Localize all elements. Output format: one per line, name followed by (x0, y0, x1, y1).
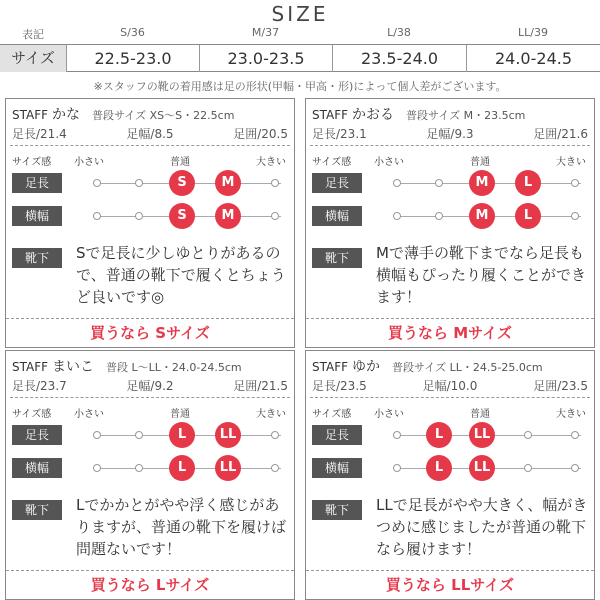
scale-dot (571, 179, 579, 187)
scale-dot (271, 431, 279, 439)
foot-measurement: 足幅/8.5 (126, 127, 174, 141)
staff-comment: Lでかかとがやや浮く感じがありますが、普通の靴下を履けば問題ないです！ (76, 496, 287, 558)
scale-large-label: 大きい (556, 409, 586, 420)
staff-panel (305, 98, 595, 348)
size-mark: L (426, 422, 452, 448)
staff-label: STAFF (12, 360, 49, 374)
usual-size: 普段 L〜LL・24.0-24.5cm (106, 361, 242, 374)
scale-dot (571, 212, 579, 220)
scale-dot (571, 431, 579, 439)
foot-measurement: 足囲/21.5 (233, 379, 288, 393)
size-range-l: 23.5-24.0 (332, 45, 466, 72)
foot-measurement: 足幅/10.0 (422, 379, 478, 393)
size-mark: L (169, 455, 195, 481)
size-mark: S (169, 170, 195, 196)
scale-section-label: サイズ感 (312, 157, 352, 168)
divider (310, 397, 590, 398)
row-label-width: 横幅 (12, 458, 62, 478)
scale-dot (271, 212, 279, 220)
foot-measurement: 足幅/9.3 (426, 127, 474, 141)
size-mark: LL (469, 422, 495, 448)
size-mark: L (426, 455, 452, 481)
row-label-width: 横幅 (312, 206, 362, 226)
scale-large-label: 大きい (256, 409, 286, 420)
scale-small-label: 小さい (74, 157, 104, 168)
row-label-socks: 靴下 (312, 248, 362, 268)
scale-section-label: サイズ感 (12, 157, 52, 168)
staff-comment: Mで薄手の靴下までなら足長も横幅もぴったり履くことができます！ (376, 244, 587, 306)
staff-comment: Sで足長に少しゆとりがあるので、普通の靴下で履くとちょうど良いです◎ (76, 244, 286, 306)
size-recommendation: 買うなら Mサイズ (306, 318, 594, 347)
foot-measurements (312, 125, 588, 143)
foot-measurement: 足幅/9.2 (126, 379, 174, 393)
row-label-length: 足長 (312, 173, 362, 193)
scale-dot (93, 464, 101, 472)
row-label-socks: 靴下 (12, 500, 62, 520)
size-range-s: 22.5-23.0 (66, 45, 199, 72)
usual-size: 普段サイズ M・23.5cm (406, 109, 526, 122)
scale-dot (435, 179, 443, 187)
scale-dot (93, 431, 101, 439)
size-mark: LL (469, 455, 495, 481)
scale-dot (435, 212, 443, 220)
size-header-label: 表記 (22, 28, 44, 41)
size-header-m: M/37 (251, 26, 280, 39)
scale-section-label: サイズ感 (312, 409, 352, 420)
size-mark: LL (215, 422, 241, 448)
size-mark: L (169, 422, 195, 448)
scale-dot (571, 464, 579, 472)
staff-name: かおる (352, 107, 395, 123)
scale-dot (271, 464, 279, 472)
usual-size: 普段サイズ XS〜S・22.5cm (92, 109, 235, 122)
size-mark: M (215, 170, 241, 196)
scale-large-label: 大きい (556, 157, 586, 168)
foot-measurement: 足囲/20.5 (233, 127, 288, 141)
scale-normal-label: 普通 (170, 157, 190, 168)
foot-measurements (312, 377, 588, 395)
scale-dot (93, 179, 101, 187)
row-label-width: 横幅 (12, 206, 62, 226)
size-range-m: 23.0-23.5 (199, 45, 332, 72)
foot-measurement: 足長/23.1 (312, 127, 367, 141)
size-mark: M (469, 170, 495, 196)
staff-heading (312, 356, 543, 376)
scale-dot (135, 212, 143, 220)
scale-normal-label: 普通 (470, 157, 490, 168)
staff-comment: LLで足長がやや大きく、幅がきつめに感じましたが普通の靴下なら履けます！ (376, 496, 588, 558)
staff-label: STAFF (312, 360, 349, 374)
scale-dot (393, 464, 401, 472)
size-header-l: L/38 (387, 26, 411, 39)
staff-heading (12, 104, 234, 124)
size-mark: LL (215, 455, 241, 481)
scale-small-label: 小さい (374, 157, 404, 168)
size-title: SIZE (271, 2, 329, 26)
staff-label: STAFF (312, 108, 349, 122)
size-mark: M (469, 203, 495, 229)
staff-name: かな (52, 107, 81, 123)
size-recommendation: 買うなら Sサイズ (6, 318, 294, 347)
foot-measurement: 足長/23.5 (312, 379, 367, 393)
size-mark: L (515, 170, 541, 196)
scale-dot (524, 464, 532, 472)
size-mark: S (169, 203, 195, 229)
size-recommendation: 買うなら Lサイズ (6, 570, 294, 599)
foot-measurements (12, 377, 288, 395)
size-mark: M (215, 203, 241, 229)
row-label-length: 足長 (312, 425, 362, 445)
staff-heading (12, 356, 242, 376)
foot-measurements (12, 125, 288, 143)
row-label-length: 足長 (12, 173, 62, 193)
scale-dot (135, 179, 143, 187)
divider (10, 145, 290, 146)
size-table (0, 44, 600, 72)
staff-label: STAFF (12, 108, 49, 122)
scale-dot (393, 431, 401, 439)
staff-panel (5, 98, 295, 348)
foot-measurement: 足囲/21.6 (533, 127, 588, 141)
staff-name: ゆか (352, 359, 381, 375)
scale-dot (93, 212, 101, 220)
row-label-width: 横幅 (312, 458, 362, 478)
size-recommendation: 買うなら LLサイズ (306, 570, 594, 599)
scale-dot (393, 179, 401, 187)
divider (10, 397, 290, 398)
foot-measurement: 足長/23.7 (12, 379, 67, 393)
divider (310, 145, 590, 146)
usual-size: 普段サイズ LL・24.5-25.0cm (392, 361, 543, 374)
scale-small-label: 小さい (74, 409, 104, 420)
scale-dot (135, 464, 143, 472)
scale-dot (135, 431, 143, 439)
size-header-s: S/36 (120, 26, 145, 39)
scale-dot (393, 212, 401, 220)
size-row-label: サイズ (0, 45, 66, 72)
row-label-socks: 靴下 (312, 500, 362, 520)
fit-note: ※スタッフの靴の着用感は足の形状(甲幅・甲高・形)によって個人差がございます。 (93, 80, 507, 93)
scale-small-label: 小さい (374, 409, 404, 420)
size-header-ll: LL/39 (518, 26, 548, 39)
size-mark: L (515, 203, 541, 229)
row-label-socks: 靴下 (12, 248, 62, 268)
staff-name: まいこ (52, 359, 95, 375)
foot-measurement: 足長/21.4 (12, 127, 67, 141)
row-label-length: 足長 (12, 425, 62, 445)
scale-section-label: サイズ感 (12, 409, 52, 420)
scale-dot (271, 179, 279, 187)
scale-large-label: 大きい (256, 157, 286, 168)
scale-dot (524, 431, 532, 439)
scale-normal-label: 普通 (470, 409, 490, 420)
staff-panel (305, 350, 595, 600)
staff-heading (312, 104, 525, 124)
staff-panel (5, 350, 295, 600)
size-range-ll: 24.0-24.5 (466, 45, 600, 72)
foot-measurement: 足囲/23.5 (533, 379, 588, 393)
scale-normal-label: 普通 (170, 409, 190, 420)
